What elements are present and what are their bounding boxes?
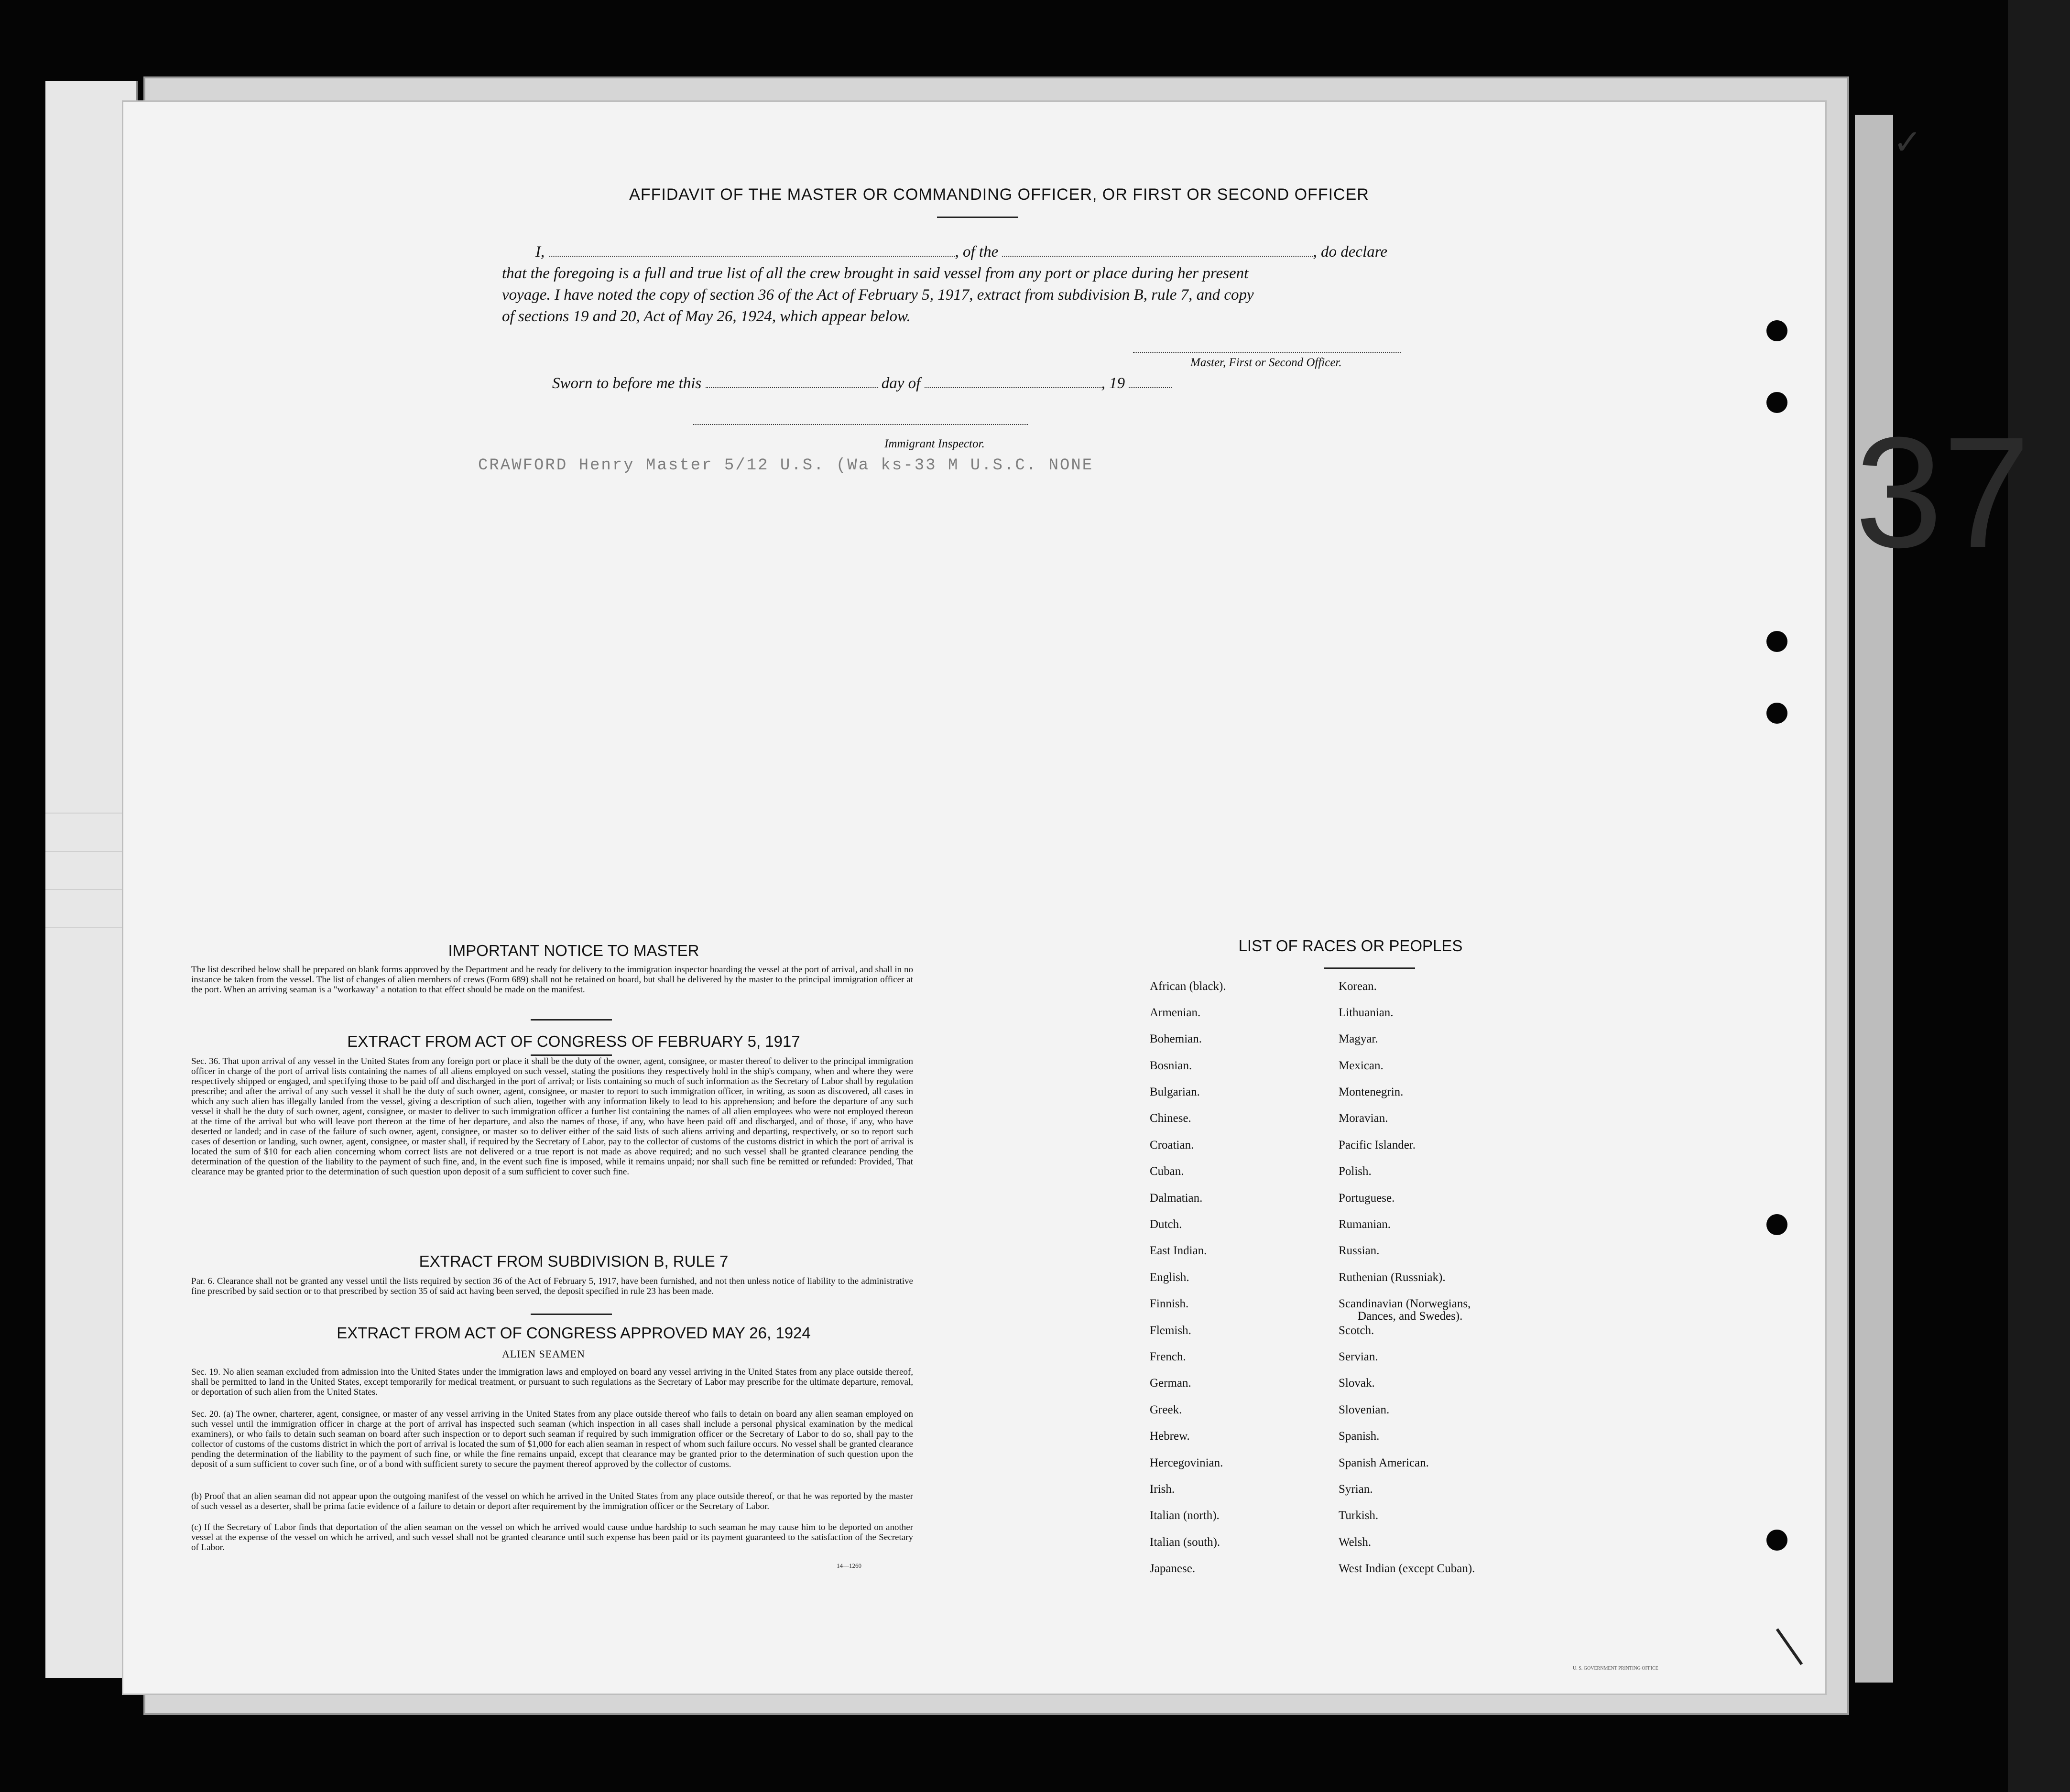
scan-right-border (2008, 0, 2070, 1792)
race-item: African (black). (1150, 980, 1226, 993)
race-item: Magyar. (1339, 1032, 1378, 1045)
race-item: Moravian. (1339, 1112, 1388, 1125)
affidavit-line-4: of sections 19 and 20, Act of May 26, 1924, which appear below. (502, 308, 911, 325)
section-rule (531, 1314, 612, 1315)
race-item: Mexican. (1339, 1059, 1384, 1072)
race-item: Servian. (1339, 1350, 1378, 1363)
master-signature-line[interactable] (1133, 351, 1401, 353)
sworn-month-field[interactable] (925, 373, 1101, 388)
sworn-year-field[interactable] (1129, 373, 1172, 388)
affidavit-line-3: voyage. I have noted the copy of section 36 of the Act of February 5, 1917, extract from subdivision B, rule 7, and copy (502, 286, 1254, 304)
race-item: Flemish. (1150, 1324, 1191, 1337)
extract-1917-text: Sec. 36. That upon arrival of any vessel in the United States from any foreign port or place it shall be the duty of the owner, agent, consignee, or master thereof to deliver to the principal immigration officer in charge of the port of arrival lists containing the names of all aliens employed on such vessel, stating the positions they respectively hold in the ship's company, when and where they were respectively shipped or engaged, and specifying those to be paid off and discharged in the port of arrival; or lists containing so much of such information as the Secretary of Labor shall by regulation prescribe; and after the arrival of any such vessel it shall be the duty of such owner, agent, consignee, or master to report to such immigration officer, in writing, as soon as discovered, all cases in which any such alien has illegally landed from the vessel, giving a description of such alien, together with any information likely to lead to his apprehension; and before the departure of any such vessel it shall be the duty of such owner, agent, consignee, or master to deliver to such immigration officer a further list containing the names of all alien employees who were not employed thereon at the time of the arrival but who will leave port thereon at the time of her departure, and also the names of those, if any, who have been paid off and discharged, and of those, if any, who have deserted or landed; and in case of the failure of such owner, agent, consignee, or master so to deliver either of the said lists of such aliens arriving and departing, respectively, or so to report such cases of desertion or landing, such owner, agent, consignee, or master shall, if required by the Secretary of Labor, pay to the collector of customs of the customs district in which the port of arrival is located the sum of $10 for each alien concerning whom correct lists are not delivered or a true report is not made as above required; and no such vessel shall be granted clearance pending the determination of the question of the liability to the payment of such fine, and, in the event such fine is imposed, while it remains unpaid; nor shall such fine be remitted or refunded: Provided, That clearance may be granted prior to the determination of such question upon deposit of a sum sufficient to cover such fine. (191, 1056, 913, 1177)
extract-rule7-heading: EXTRACT FROM SUBDIVISION B, RULE 7 (419, 1252, 729, 1270)
race-item: English. (1150, 1271, 1189, 1284)
race-item: Syrian. (1339, 1483, 1373, 1496)
races-heading: LIST OF RACES OR PEOPLES (1238, 937, 1463, 955)
race-item: Dalmatian. (1150, 1192, 1203, 1205)
race-item: Montenegrin. (1339, 1086, 1404, 1098)
sec19-text: Sec. 19. No alien seaman excluded from admission into the United States under the immigration laws and employed on board any vessel arriving in the United States from any place outside thereof, shall be permitted to land in the United States, except temporarily for medical treatment, or pursuant to such regulations as the Secretary of Labor may prescribe for the ultimate departure, removal, or deportation of such alien from the United States. (191, 1367, 913, 1397)
affidavit-body (502, 241, 1434, 327)
race-item: Spanish American. (1339, 1456, 1429, 1469)
race-item: Slovenian. (1339, 1403, 1390, 1416)
race-item: Hercegovinian. (1150, 1456, 1223, 1469)
race-item: Bosnian. (1150, 1059, 1192, 1072)
race-item: Finnish. (1150, 1297, 1189, 1310)
punch-hole (1766, 320, 1787, 341)
punch-hole (1766, 1214, 1787, 1235)
officer-name-field[interactable] (549, 241, 955, 257)
race-item: West Indian (except Cuban). (1339, 1562, 1475, 1575)
bleed-through-number: 37 (1855, 404, 2031, 580)
affidavit-i-label: I, (535, 243, 545, 261)
margin-check-mark: ✓ (1893, 123, 1922, 162)
race-item: East Indian. (1150, 1244, 1207, 1257)
form-number: 14—1260 (837, 1562, 861, 1569)
printer-line: U. S. GOVERNMENT PRINTING OFFICE (1573, 1666, 1658, 1671)
race-item: Pacific Islander. (1339, 1139, 1416, 1151)
race-item: Scotch. (1339, 1324, 1374, 1337)
race-item: Scandinavian (Norwegians, (1339, 1297, 1471, 1310)
affidavit-title: AFFIDAVIT OF THE MASTER OR COMMANDING OFFICER, OR FIRST OR SECOND OFFICER (629, 185, 1369, 204)
inspector-signature-line[interactable] (693, 423, 1028, 425)
vessel-name-field[interactable] (1002, 241, 1313, 257)
race-item: Polish. (1339, 1165, 1372, 1178)
sworn-day-field[interactable] (706, 373, 878, 388)
extract-1917-heading: EXTRACT FROM ACT OF CONGRESS OF FEBRUARY 5, 1917 (347, 1032, 800, 1050)
affidavit-of-the: , of the (955, 243, 999, 261)
race-item: Korean. (1339, 980, 1377, 993)
punch-hole (1766, 1530, 1787, 1551)
punch-hole (1766, 631, 1787, 652)
affidavit-do-declare: , do declare (1313, 243, 1387, 261)
race-item: Japanese. (1150, 1562, 1196, 1575)
race-item: Irish. (1150, 1483, 1175, 1496)
alien-seamen-subheading: ALIEN SEAMEN (502, 1348, 585, 1360)
section-rule (1324, 967, 1415, 969)
sec20c-text: (c) If the Secretary of Labor finds that deportation of the alien seaman on the vessel on which he arrived would cause undue hardship to such seaman he may cause him to be deported on another vessel at the expense of the vessel on which he arrived, and such vessel shall not be granted clearance until such expense has been paid or its payment guaranteed to the satisfaction of the Secretary of Labor. (191, 1522, 913, 1553)
affidavit-line-2: that the foregoing is a full and true list of all the crew brought in said vessel from any port or place during her present (502, 265, 1249, 282)
race-item: Rumanian. (1339, 1218, 1391, 1231)
race-item: Italian (south). (1150, 1536, 1220, 1549)
sworn-year-prefix: , 19 (1101, 375, 1125, 392)
master-signature-caption: Master, First or Second Officer. (1190, 356, 1342, 369)
sworn-day-of: day of (881, 375, 921, 392)
sec20a-text: Sec. 20. (a) The owner, charterer, agent, consignee, or master of any vessel arriving in the United States from any place outside thereof who fails to detain on board any alien seaman employed on such vessel until the immigration officer in charge at the port of arrival has inspected such seaman (which inspection in all cases shall include a personal physical examination by the medical examiners), or who fails to detain such seaman on board after such inspection or to deport such seaman if required by such immigration officer or the Secretary of Labor to do so, shall pay to the collector of customs of the customs district in which the port of arrival is located the sum of $1,000 for each alien seaman in respect of whom such failure occurs. No vessel shall be granted clearance pending the determination of the liability to the payment of such fine, or while the fine remains unpaid, except that clearance may be granted prior to the determination of such question upon the deposit of a sum sufficient to cover such fine, or of a bond with sufficient surety to secure the payment thereof approved by the collector of customs. (191, 1409, 913, 1469)
punch-hole (1766, 392, 1787, 413)
race-item: Dances, and Swedes). (1358, 1310, 1463, 1323)
race-item: Welsh. (1339, 1536, 1372, 1549)
extract-rule7-text: Par. 6. Clearance shall not be granted any vessel until the lists required by section 36 of the Act of February 5, 1917, have been furnished, and not then unless notice of liability to the administrative fine prescribed by said section or to that prescribed by section 35 of said act having been served, the deposit specified in rule 23 has been made. (191, 1276, 913, 1296)
sworn-prefix: Sworn to before me this (552, 375, 702, 392)
race-item: Chinese. (1150, 1112, 1191, 1125)
race-item: Russian. (1339, 1244, 1380, 1257)
race-item: Dutch. (1150, 1218, 1182, 1231)
race-item: Spanish. (1339, 1430, 1380, 1443)
race-item: Slovak. (1339, 1377, 1375, 1390)
race-item: Armenian. (1150, 1006, 1201, 1019)
race-item: Croatian. (1150, 1139, 1194, 1151)
race-item: French. (1150, 1350, 1186, 1363)
race-item: Lithuanian. (1339, 1006, 1394, 1019)
inspector-signature-caption: Immigrant Inspector. (884, 437, 985, 450)
title-rule (937, 217, 1018, 218)
race-item: Greek. (1150, 1403, 1182, 1416)
race-item: Hebrew. (1150, 1430, 1190, 1443)
notice-text: The list described below shall be prepared on blank forms approved by the Department and be ready for delivery to the immigration inspector boarding the vessel at the port of arrival, and shall in no instance be taken from the vessel. The list of changes of alien members of crews (Form 689) shall not be retained on board, but shall be delivered by the master to the principal immigration officer at the port. When an arriving seaman is a "workaway" a notation to that effect should be made on the manifest. (191, 965, 913, 995)
race-item: Italian (north). (1150, 1509, 1220, 1522)
race-item: Bohemian. (1150, 1032, 1202, 1045)
punch-hole (1766, 703, 1787, 724)
race-item: Bulgarian. (1150, 1086, 1200, 1098)
section-rule (531, 1019, 612, 1021)
race-item: Ruthenian (Russniak). (1339, 1271, 1446, 1284)
race-item: German. (1150, 1377, 1191, 1390)
sec20b-text: (b) Proof that an alien seaman did not appear upon the outgoing manifest of the vessel on which he arrived in the United States from any place outside thereof, or that he was reported by the master of such vessel as a deserter, shall be prima facie evidence of a failure to detain or deport after requirement by the immigration officer or the Secretary of Labor. (191, 1491, 913, 1511)
extract-1924-heading: EXTRACT FROM ACT OF CONGRESS APPROVED MAY 26, 1924 (337, 1324, 811, 1342)
sworn-line (552, 373, 1317, 392)
race-item: Turkish. (1339, 1509, 1379, 1522)
notice-heading: IMPORTANT NOTICE TO MASTER (448, 942, 699, 959)
bleed-through-row: CRAWFORD Henry Master 5/12 U.S. (Wa ks-33 M U.S.C. NONE (478, 456, 1094, 475)
section-rule (531, 1054, 612, 1056)
underlying-sheet-edge (1855, 115, 1893, 1683)
race-item: Cuban. (1150, 1165, 1184, 1178)
race-item: Portuguese. (1339, 1192, 1395, 1205)
